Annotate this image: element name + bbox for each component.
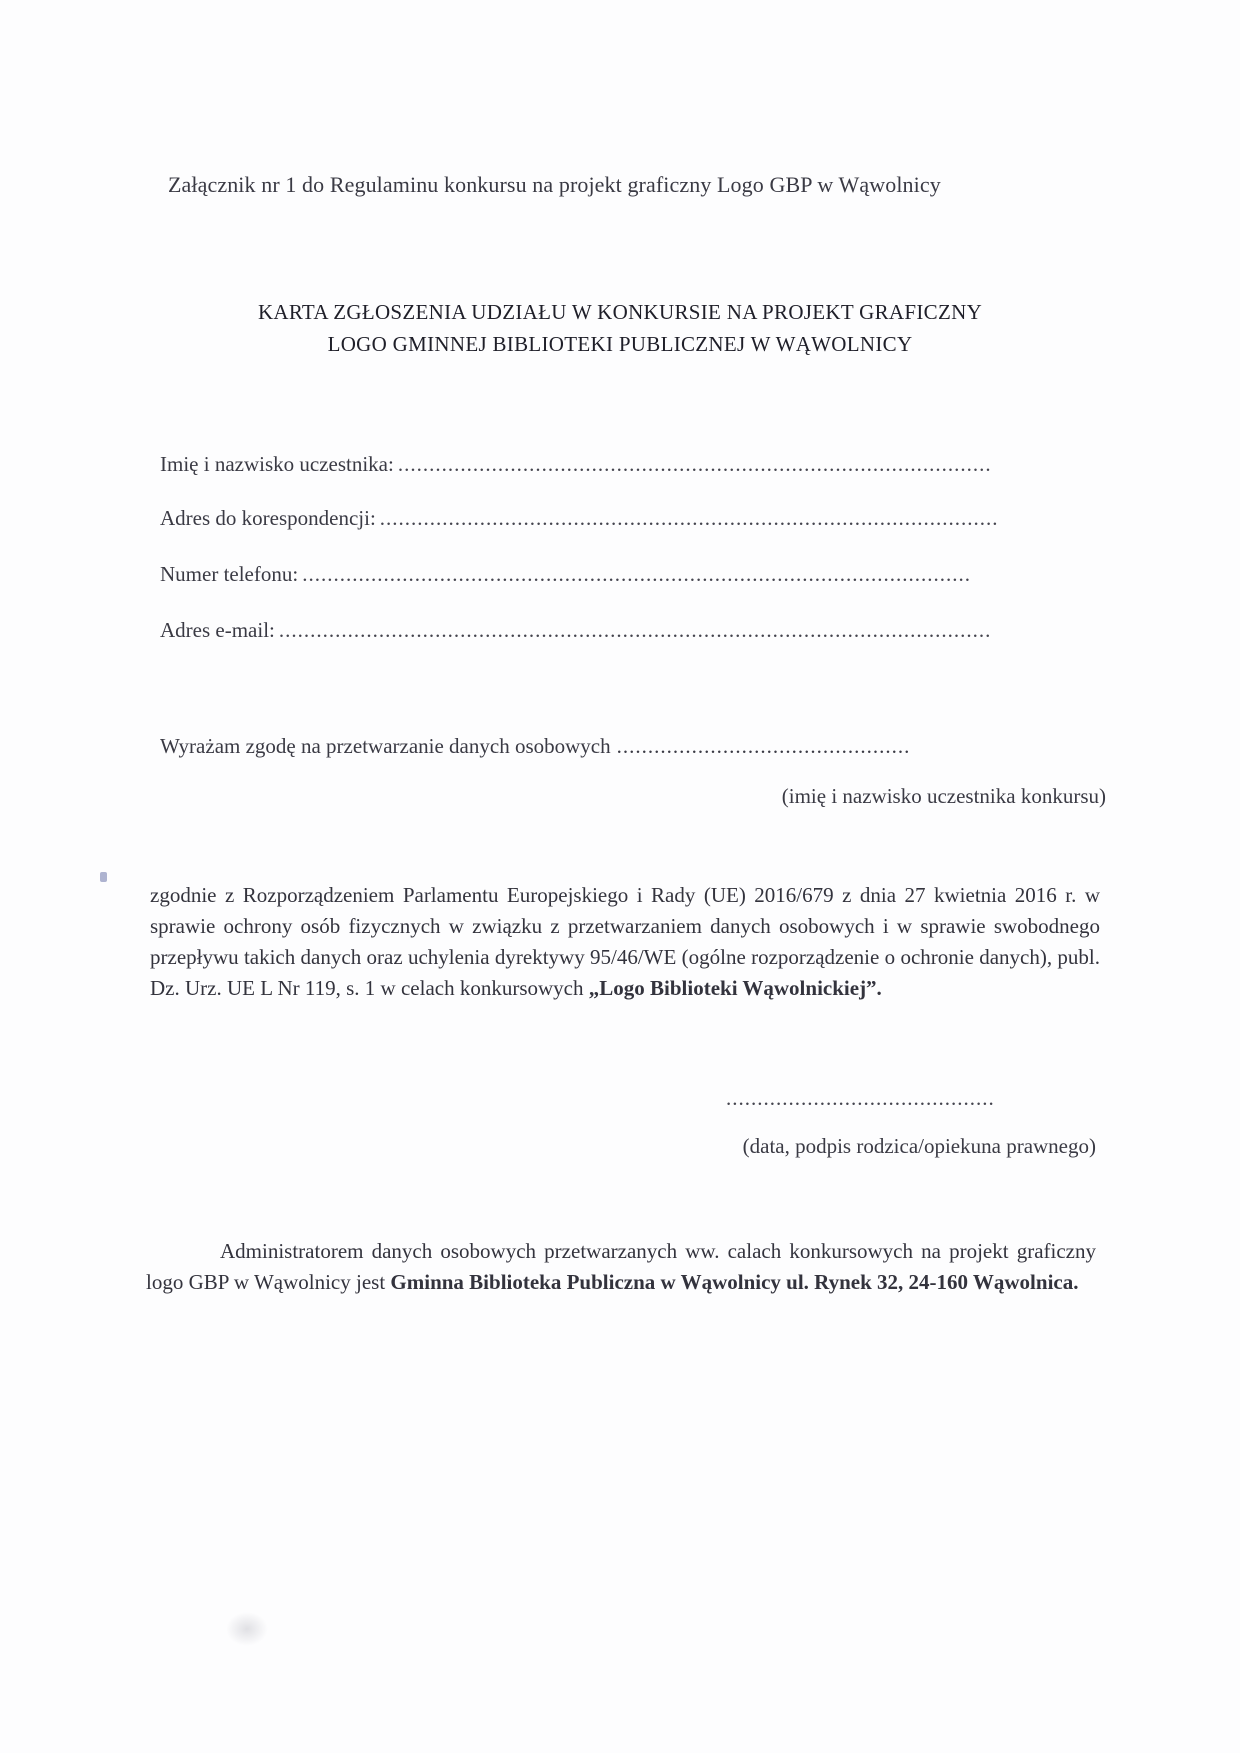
administrator-paragraph	[146, 1236, 1096, 1298]
email-blank[interactable]: ..................................................................................................................	[278, 618, 992, 642]
form-title-line-2: LOGO GMINNEJ BIBLIOTEKI PUBLICZNEJ W WĄWOLNICY	[327, 332, 913, 356]
consent-name-blank[interactable]: ...............................................	[616, 734, 911, 758]
signature-blank[interactable]: ...........................................	[726, 1086, 995, 1110]
administrator-name: Gminna Biblioteka Publiczna w Wąwolnicy ul. Rynek 32, 24-160 Wąwolnica.	[390, 1270, 1079, 1294]
form-title-line-1: KARTA ZGŁOSZENIA UDZIAŁU W KONKURSIE NA PROJEKT GRAFICZNY	[257, 300, 983, 324]
consent-line[interactable]	[160, 734, 1106, 759]
administrator-text: Administratorem danych osobowych przetwarzanych ww. calach konkursowych na projekt graficzny logo GBP w Wąwolnicy jest	[146, 1239, 1096, 1294]
regulation-text: zgodnie z Rozporządzeniem Parlamentu Europejskiego i Rady (UE) 2016/679 z dnia 27 kwietnia 2016 r. w sprawie ochrony osób fizycznych w związku z przetwarzaniem danych osobowych i w sprawie swobodnego przepływu takich danych oraz uchylenia dyrektywy 95/46/WE (ogólne rozporządzenie o ochronie danych), publ. Dz. Urz. UE L Nr 119, s. 1 w celach konkursowych	[150, 883, 1100, 1000]
regulation-contest-name: „Logo Biblioteki Wąwolnickiej”.	[588, 976, 882, 1000]
participant-name-field[interactable]	[160, 452, 1106, 477]
signature-caption: (data, podpis rodzica/opiekuna prawnego)	[742, 1134, 1096, 1158]
consent-text: Wyrażam zgodę na przetwarzanie danych osobowych	[160, 734, 611, 758]
address-label: Adres do korespondencji:	[160, 506, 376, 530]
phone-field[interactable]	[160, 562, 1106, 587]
phone-blank[interactable]: ...........................................................................................................	[302, 562, 971, 586]
scan-mark	[100, 872, 107, 882]
email-field[interactable]	[160, 618, 1106, 643]
email-label: Adres e-mail:	[160, 618, 275, 642]
consent-caption: (imię i nazwisko uczestnika konkursu)	[781, 784, 1106, 808]
annex-header: Załącznik nr 1 do Regulaminu konkursu na projekt graficzny Logo GBP w Wąwolnicy	[168, 172, 941, 197]
scan-smudge	[226, 1612, 268, 1646]
phone-label: Numer telefonu:	[160, 562, 299, 586]
participant-name-label: Imię i nazwisko uczestnika:	[160, 452, 394, 476]
participant-name-blank[interactable]: ...............................................................................................	[397, 452, 992, 476]
form-title	[150, 296, 1090, 360]
address-blank[interactable]: ...................................................................................................	[379, 506, 999, 530]
regulation-paragraph	[150, 880, 1100, 1004]
address-field[interactable]	[160, 506, 1106, 531]
